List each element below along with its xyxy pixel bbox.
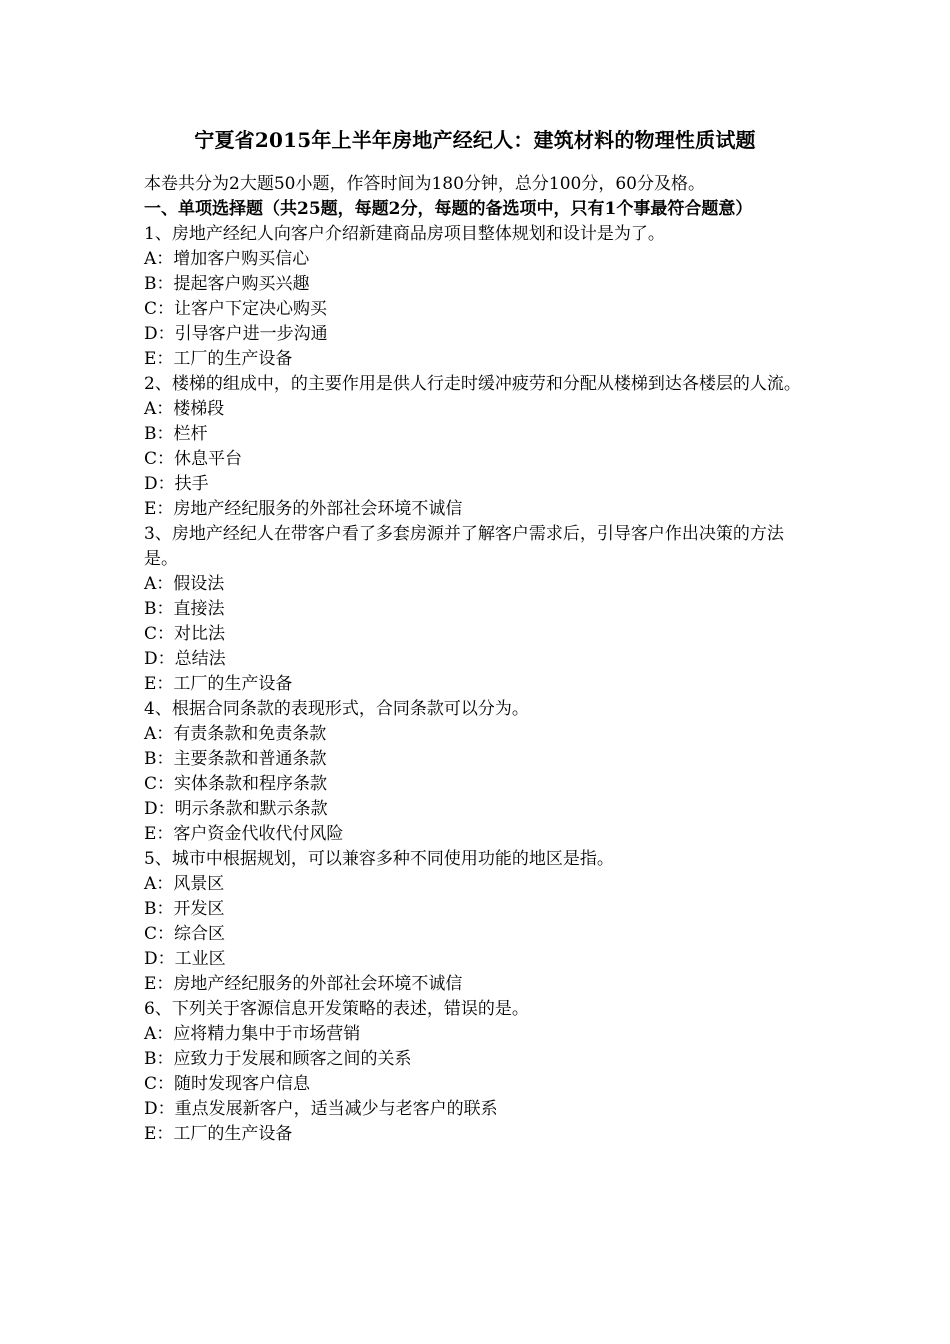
option-d: D：总结法: [144, 649, 226, 669]
question-stem: 5、城市中根据规划，可以兼容多种不同使用功能的地区是指。: [144, 849, 614, 869]
option-d: D：重点发展新客户，适当减少与老客户的联系: [144, 1099, 498, 1119]
question-stem: 3、房地产经纪人在带客户看了多套房源并了解客户需求后，引导客户作出决策的方法是。: [144, 524, 784, 569]
option-b: B：直接法: [144, 599, 225, 619]
document-title: 宁夏省2015年上半年房地产经纪人：建筑材料的物理性质试题: [194, 128, 756, 152]
question-3: [144, 522, 812, 697]
option-e: E：工厂的生产设备: [144, 674, 293, 694]
option-d: D：引导客户进一步沟通: [144, 324, 328, 344]
question-6: [144, 997, 812, 1147]
exam-intro: 本卷共分为2大题50小题，作答时间为180分钟，总分100分，60分及格。: [144, 174, 705, 194]
option-b: B：提起客户购买兴趣: [144, 274, 310, 294]
option-e: E：工厂的生产设备: [144, 349, 293, 369]
question-4: [144, 697, 812, 847]
question-1: [144, 222, 812, 372]
option-c: C：综合区: [144, 924, 226, 944]
option-a: A：假设法: [144, 574, 225, 594]
option-e: E：房地产经纪服务的外部社会环境不诚信: [144, 499, 463, 519]
option-b: B：主要条款和普通条款: [144, 749, 327, 769]
question-5: [144, 847, 812, 997]
question-stem: 6、下列关于客源信息开发策略的表述，错误的是。: [144, 999, 529, 1019]
option-c: C：休息平台: [144, 449, 243, 469]
option-c: C：随时发现客户信息: [144, 1074, 311, 1094]
option-a: A：有责条款和免责条款: [144, 724, 327, 744]
option-c: C：对比法: [144, 624, 226, 644]
document-body: [144, 172, 812, 1147]
question-stem: 1、房地产经纪人向客户介绍新建商品房项目整体规划和设计是为了。: [144, 224, 665, 244]
option-b: B：开发区: [144, 899, 225, 919]
question-2: [144, 372, 812, 522]
option-d: D：扶手: [144, 474, 209, 494]
question-stem: 4、根据合同条款的表现形式，合同条款可以分为。: [144, 699, 529, 719]
option-e: E：工厂的生产设备: [144, 1124, 293, 1144]
option-b: B：栏杆: [144, 424, 208, 444]
option-e: E：客户资金代收代付风险: [144, 824, 344, 844]
option-d: D：明示条款和默示条款: [144, 799, 328, 819]
option-b: B：应致力于发展和顾客之间的关系: [144, 1049, 412, 1069]
section-heading: 一、单项选择题（共25题，每题2分，每题的备选项中，只有1个事最符合题意）: [144, 199, 753, 219]
option-c: C：实体条款和程序条款: [144, 774, 328, 794]
option-e: E：房地产经纪服务的外部社会环境不诚信: [144, 974, 463, 994]
option-c: C：让客户下定决心购买: [144, 299, 328, 319]
option-a: A：应将精力集中于市场营销: [144, 1024, 361, 1044]
option-a: A：增加客户购买信心: [144, 249, 310, 269]
question-stem: 2、楼梯的组成中，的主要作用是供人行走时缓冲疲劳和分配从楼梯到达各楼层的人流。: [144, 374, 801, 394]
option-a: A：楼梯段: [144, 399, 225, 419]
option-a: A：风景区: [144, 874, 225, 894]
option-d: D：工业区: [144, 949, 226, 969]
